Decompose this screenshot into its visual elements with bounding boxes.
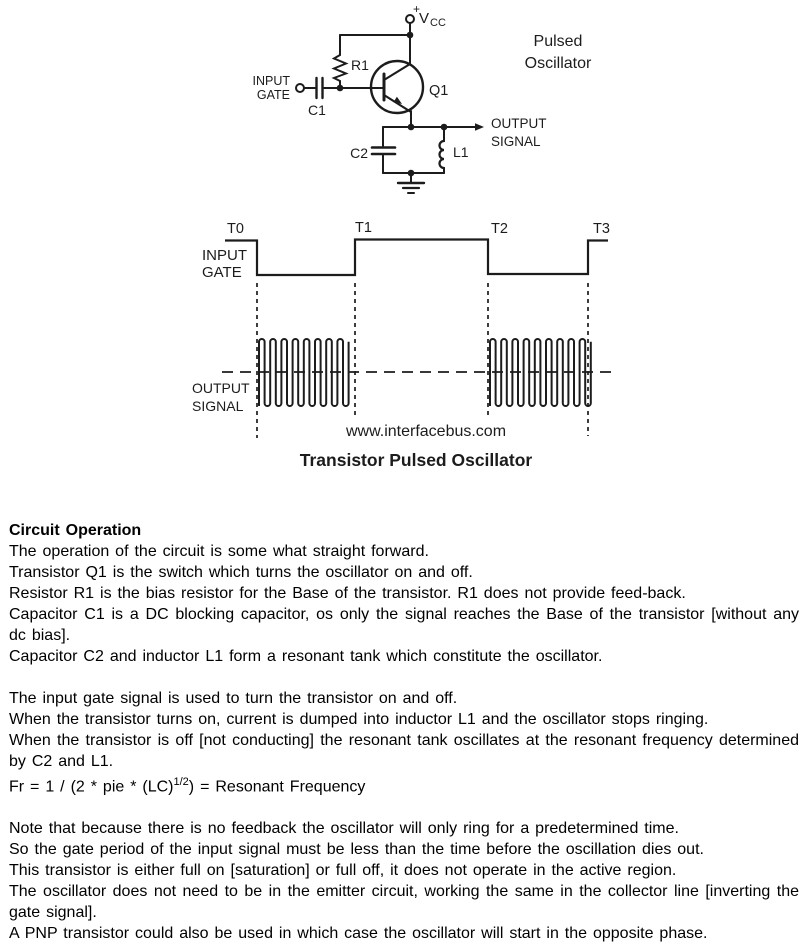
timing-input-gate-label <box>202 247 247 281</box>
article <box>0 520 809 950</box>
svg-text:SIGNAL: SIGNAL <box>491 134 541 149</box>
body-line: This transistor is either full on [saturation] or full off, it does not operate in the active region. <box>9 862 677 880</box>
svg-text:OUTPUT: OUTPUT <box>491 116 547 131</box>
body-line: The operation of the circuit is some what straight forward. <box>9 543 429 560</box>
svg-text:GATE: GATE <box>202 264 242 281</box>
c1-label: C1 <box>308 102 326 118</box>
body-line: Capacitor C2 and inductor L1 form a resonant tank which constitute the oscillator. <box>9 648 603 665</box>
body-line: When the transistor is off [not conducting] the resonant tank oscillates at the resonant frequency determined by C2 and L1. <box>9 732 799 770</box>
svg-text:OUTPUT: OUTPUT <box>192 380 250 396</box>
paragraph-gate-behavior <box>9 688 799 797</box>
svg-text:INPUT: INPUT <box>252 74 290 88</box>
circuit-input-gate-label <box>253 74 291 102</box>
vcc-sub: CC <box>430 17 446 29</box>
q1-label: Q1 <box>429 83 449 99</box>
vcc-v: V <box>419 10 430 27</box>
svg-text:SIGNAL: SIGNAL <box>192 398 244 414</box>
paragraph-circuit-operation <box>9 520 799 667</box>
timing-output-signal-label <box>192 380 250 414</box>
paragraph-notes <box>9 818 799 944</box>
svg-text:GATE: GATE <box>256 88 290 102</box>
c2-label: C2 <box>350 145 368 161</box>
body-line: Capacitor C1 is a DC blocking capacitor, os only the signal reaches the Base of the transistor [without any dc bias]. <box>9 606 799 644</box>
tick-t3: T3 <box>593 221 610 237</box>
output-arrow-icon <box>475 123 484 131</box>
input-terminal-icon <box>296 84 304 92</box>
inductor-l1-icon <box>440 141 445 168</box>
tick-t2: T2 <box>491 221 508 237</box>
body-line: When the transistor turns on, current is dumped into inductor L1 and the oscillator stops ringing. <box>9 711 709 728</box>
body-line: A PNP transistor could also be used in which case the oscillator will start in the opposite phase. <box>9 925 708 943</box>
ground-icon <box>398 183 424 193</box>
body-line: The input gate signal is used to turn the transistor on and off. <box>9 690 458 707</box>
oscillation-burst-2 <box>490 339 591 406</box>
watermark: www.interfacebus.com <box>345 423 507 440</box>
vcc-plus: + <box>413 2 421 16</box>
body-line: Resistor R1 is the bias resistor for the Base of the transistor. R1 does not provide feed-back. <box>9 585 686 602</box>
circuit-output-signal-label <box>491 116 547 149</box>
formula-pre: Fr = 1 / (2 * pie * (LC) <box>9 778 174 796</box>
svg-text:Pulsed: Pulsed <box>533 33 583 50</box>
input-gate-waveform <box>225 240 608 276</box>
circuit-caption <box>525 33 592 72</box>
section-heading: Circuit Operation <box>9 522 142 539</box>
body-line: Note that because there is no feedback the oscillator will only ring for a predetermined time. <box>9 820 679 838</box>
l1-label: L1 <box>453 144 469 160</box>
time-reference-lines <box>257 283 588 438</box>
vcc-label <box>413 2 446 29</box>
vcc-terminal-icon <box>406 15 414 23</box>
resistor-r1-icon <box>334 55 346 81</box>
svg-text:INPUT: INPUT <box>202 247 247 264</box>
body-line: So the gate period of the input signal must be less than the time before the oscillation dies out. <box>9 841 704 859</box>
formula-sup: 1/2 <box>173 776 189 788</box>
tick-t1: T1 <box>355 220 372 236</box>
resonant-frequency-formula <box>9 772 799 797</box>
body-line: Transistor Q1 is the switch which turns the oscillator on and off. <box>9 564 473 581</box>
formula-post: ) = Resonant Frequency <box>188 778 366 796</box>
figure-title: Transistor Pulsed Oscillator <box>299 450 533 470</box>
tick-t0: T0 <box>227 221 244 237</box>
r1-label: R1 <box>351 57 369 73</box>
timing-diagram <box>192 220 615 438</box>
svg-text:Oscillator: Oscillator <box>524 55 592 72</box>
body-line: The oscillator does not need to be in the emitter circuit, working the same in the collector line [inverting the gate signal]. <box>9 883 799 922</box>
